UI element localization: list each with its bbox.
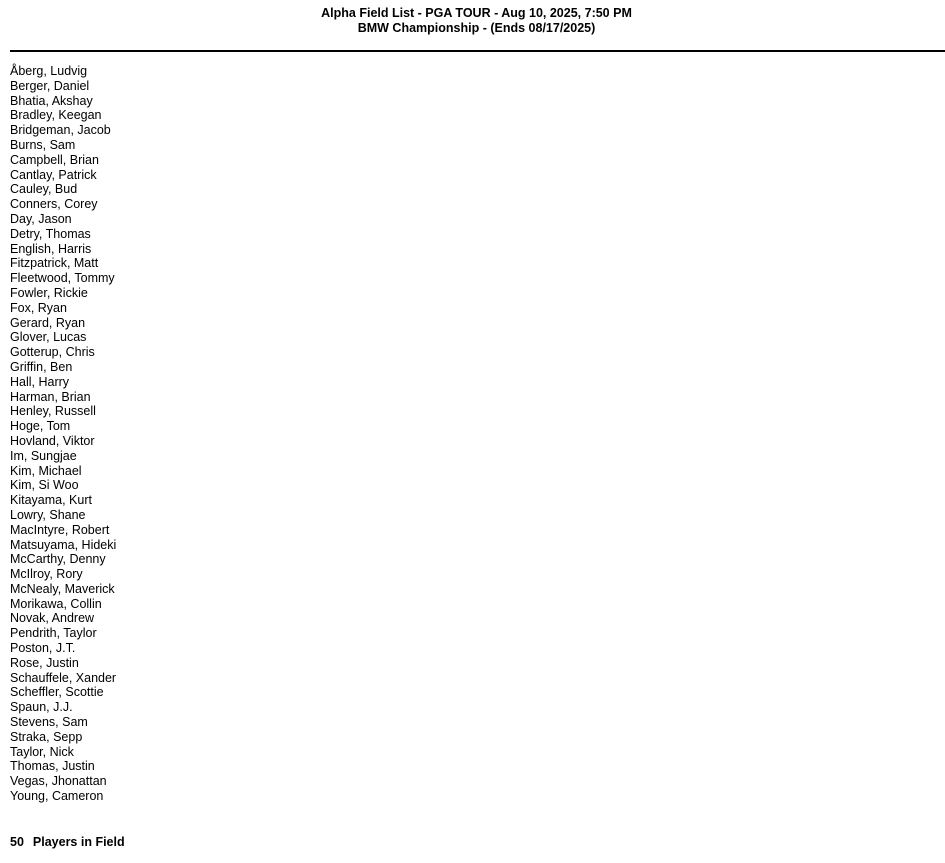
player-name: Fitzpatrick, Matt <box>10 256 99 271</box>
player-name: Hall, Harry <box>10 374 70 389</box>
report-subtitle: BMW Championship - (Ends 08/17/2025) <box>357 21 596 35</box>
player-name: Morikawa, Collin <box>10 596 102 611</box>
player-name: Cauley, Bud <box>10 182 78 197</box>
player-name: Young, Cameron <box>10 789 104 804</box>
player-name: Detry, Thomas <box>10 226 91 241</box>
player-name: Gerard, Ryan <box>10 315 86 330</box>
player-name: McNealy, Maverick <box>10 581 115 596</box>
player-name: Scheffler, Scottie <box>10 685 104 700</box>
player-name: Im, Sungjae <box>10 448 77 463</box>
player-name: Hovland, Viktor <box>10 433 95 448</box>
player-name: Stevens, Sam <box>10 715 88 730</box>
player-name: Conners, Corey <box>10 197 98 212</box>
player-name: Pendrith, Taylor <box>10 626 97 641</box>
player-name: Day, Jason <box>10 211 72 226</box>
player-count: 50 <box>10 835 24 849</box>
player-name: Bradley, Keegan <box>10 108 102 123</box>
player-name: Gotterup, Chris <box>10 345 95 360</box>
header-divider <box>10 50 945 52</box>
player-name: Bridgeman, Jacob <box>10 123 111 138</box>
player-name: Thomas, Justin <box>10 759 95 774</box>
player-name: Novak, Andrew <box>10 611 95 626</box>
player-name: Berger, Daniel <box>10 78 90 93</box>
report-header <box>0 6 945 36</box>
player-name: Cantlay, Patrick <box>10 167 97 182</box>
player-name: MacIntyre, Robert <box>10 522 110 537</box>
player-name: Åberg, Ludvig <box>10 64 88 78</box>
player-name: Campbell, Brian <box>10 152 99 167</box>
player-name: Fox, Ryan <box>10 300 67 315</box>
player-name: Bhatia, Akshay <box>10 93 93 108</box>
player-name: Vegas, Jhonattan <box>10 774 107 789</box>
player-name: McCarthy, Denny <box>10 552 106 567</box>
player-name: Taylor, Nick <box>10 744 74 759</box>
player-name: McIlroy, Rory <box>10 567 83 582</box>
player-name: Poston, J.T. <box>10 641 76 656</box>
player-name: Glover, Lucas <box>10 330 87 345</box>
player-count-label: Players in Field <box>32 835 125 849</box>
player-name: Rose, Justin <box>10 655 79 670</box>
player-name: Kim, Si Woo <box>10 478 79 493</box>
player-name: Burns, Sam <box>10 137 76 152</box>
player-list <box>10 64 116 804</box>
player-name: Henley, Russell <box>10 404 96 419</box>
player-name: Lowry, Shane <box>10 507 86 522</box>
player-name: English, Harris <box>10 241 92 256</box>
player-name: Fowler, Rickie <box>10 285 88 300</box>
report-title: Alpha Field List - PGA TOUR - Aug 10, 2025, 7:50 PM <box>321 6 632 20</box>
player-name: Schauffele, Xander <box>10 670 117 685</box>
player-name: Fleetwood, Tommy <box>10 271 115 286</box>
player-name: Hoge, Tom <box>10 419 71 434</box>
player-name: Matsuyama, Hideki <box>10 537 117 552</box>
player-name: Kim, Michael <box>10 463 82 478</box>
player-name: Straka, Sepp <box>10 729 83 744</box>
player-name: Griffin, Ben <box>10 359 73 374</box>
player-name: Kitayama, Kurt <box>10 493 92 508</box>
player-name: Spaun, J.J. <box>10 700 73 715</box>
field-count-summary <box>10 835 125 850</box>
player-name: Harman, Brian <box>10 389 91 404</box>
